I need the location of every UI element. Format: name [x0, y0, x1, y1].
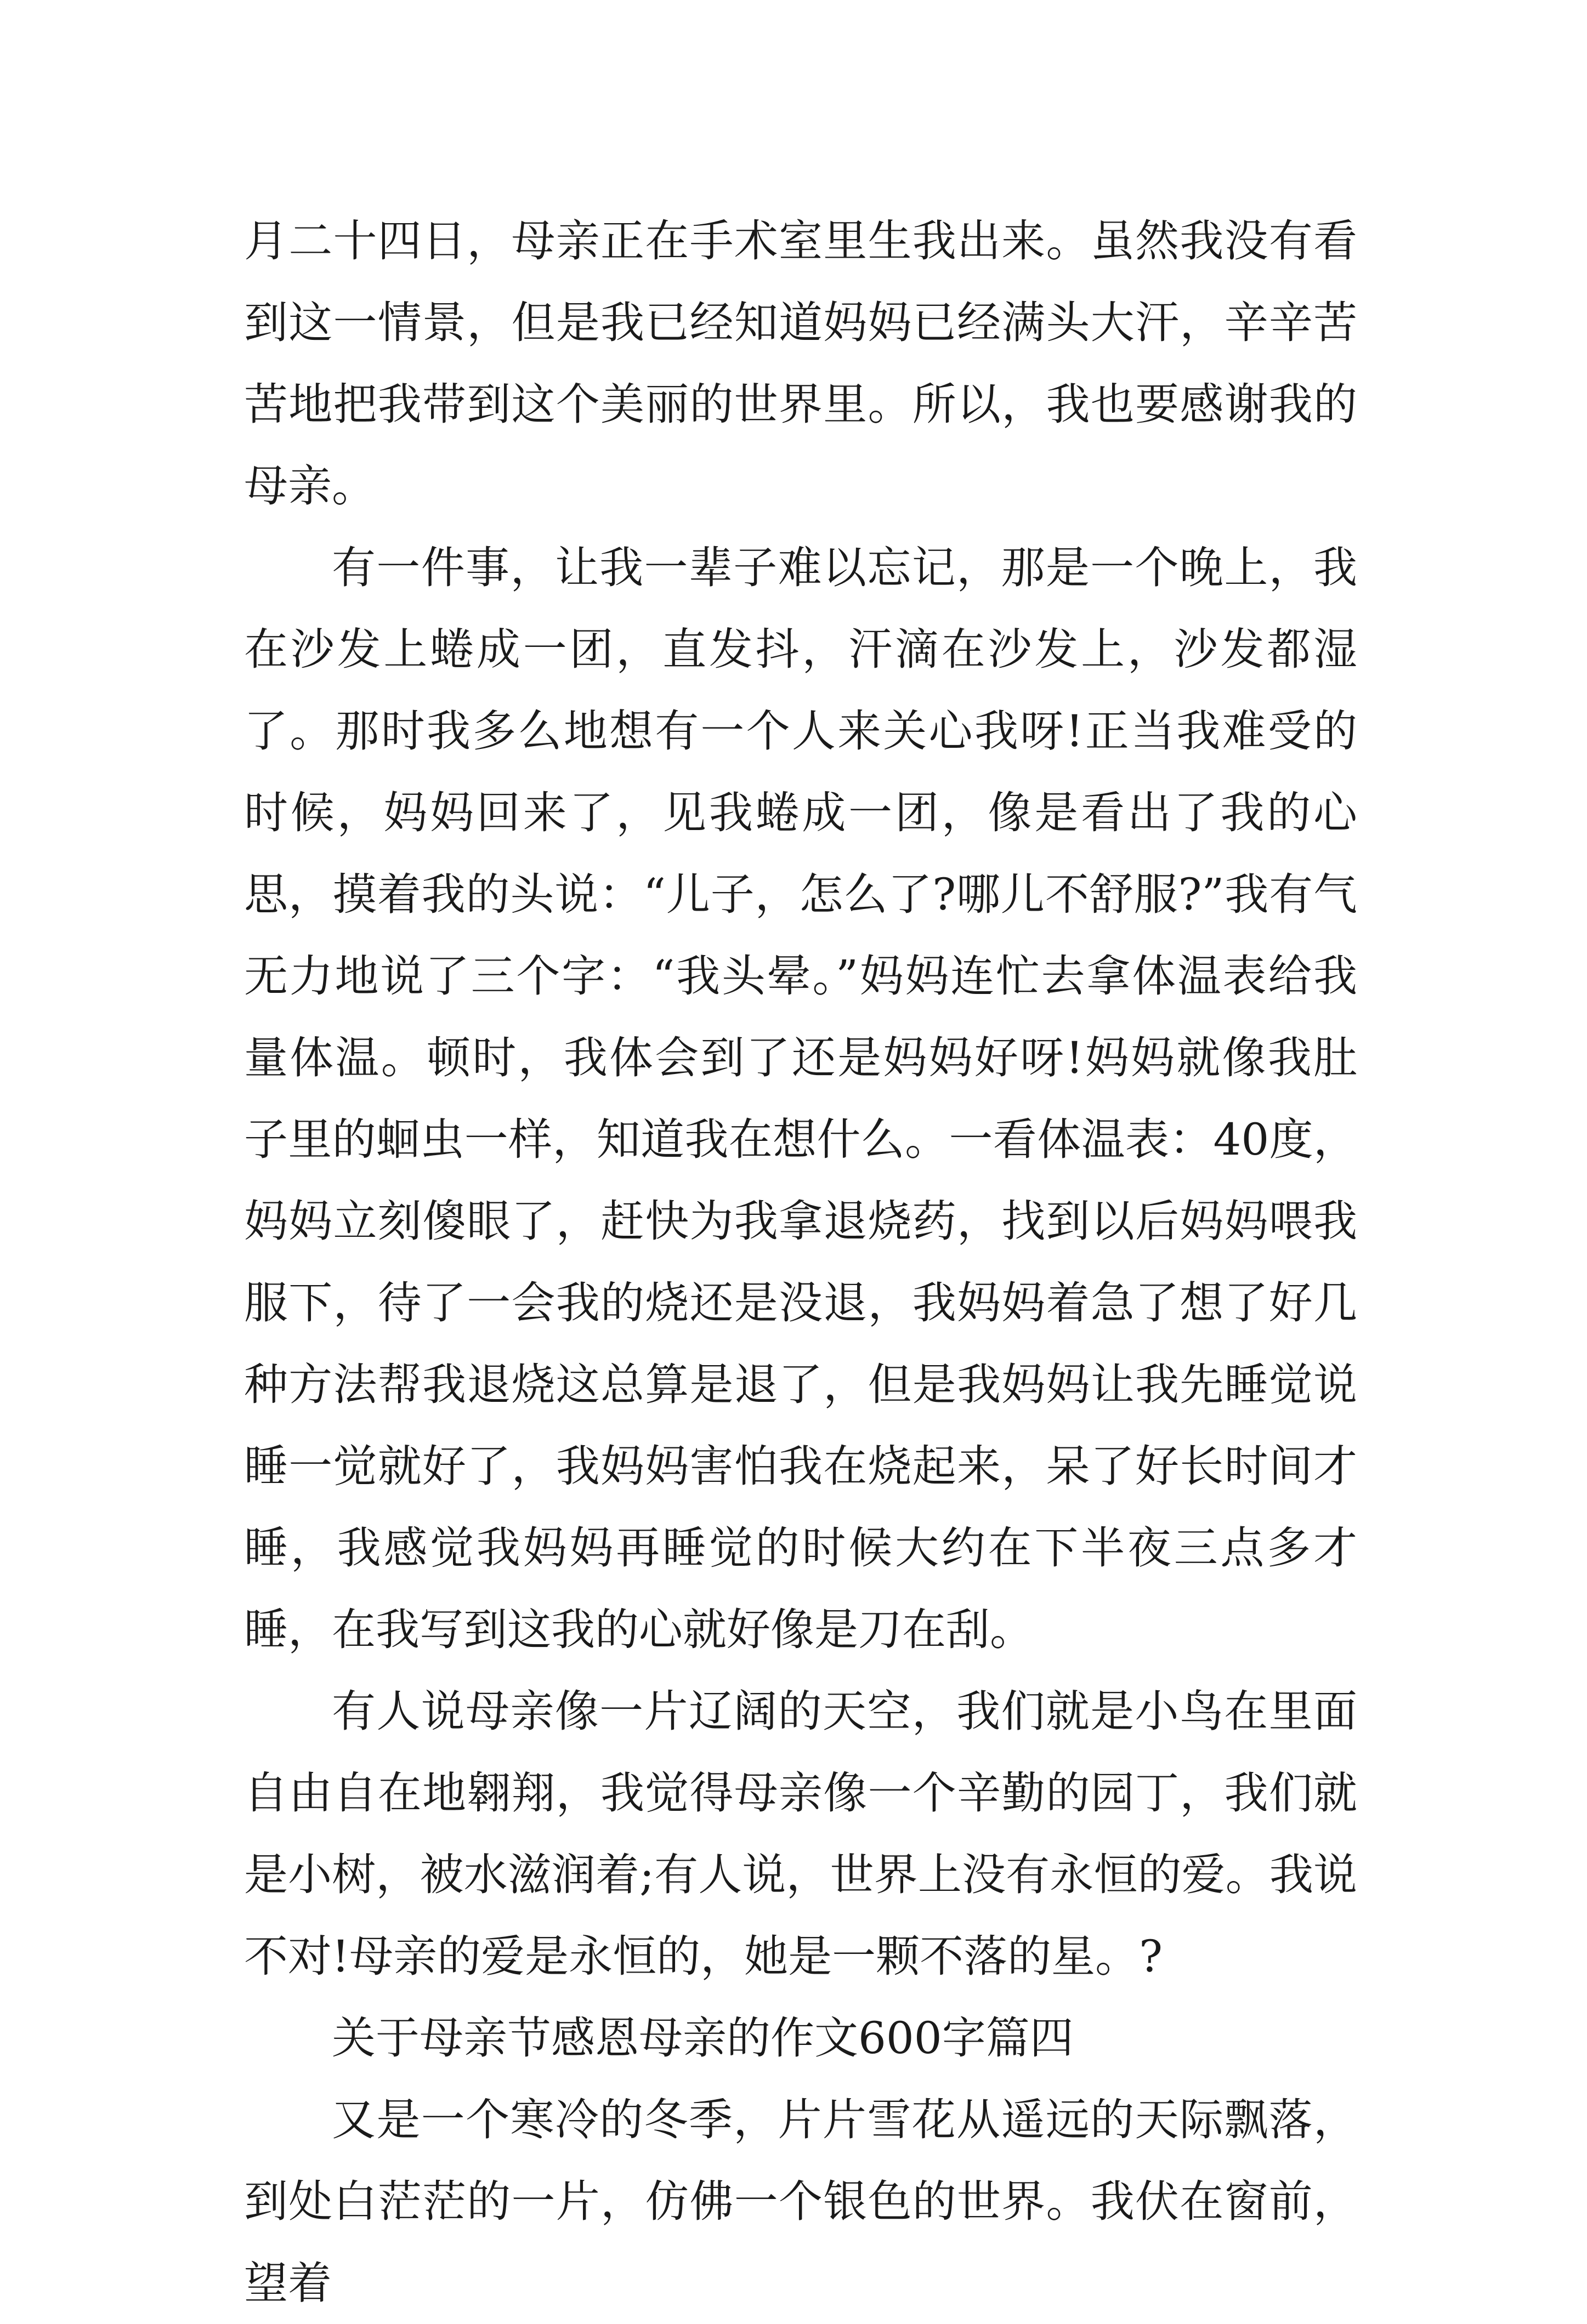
document-body — [244, 200, 1357, 2324]
paragraph-winter: 又是一个寒冷的冬季，片片雪花从遥远的天际飘落，到处白茫茫的一片，仿佛一个银色的世界。我伏在窗前，望着 — [244, 2094, 1357, 2309]
paragraph-mother-love: 有人说母亲像一片辽阔的天空，我们就是小鸟在里面自由自在地翱翔，我觉得母亲像一个辛勤的园丁，我们就是小树，被水滋润着;有人说，世界上没有永恒的爱。我说不对!母亲的爱是永恒的，她是一颗不落的星。? — [244, 1686, 1357, 1982]
section-heading: 关于母亲节感恩母亲的作文600字篇四 — [332, 2013, 1074, 2064]
paragraph-fever-story: 有一件事，让我一辈子难以忘记，那是一个晚上，我在沙发上蜷成一团，直发抖，汗滴在沙发上，沙发都湿了。那时我多么地想有一个人来关心我呀!正当我难受的时候，妈妈回来了，见我蜷成一团，像是看出了我的心思，摸着我的头说：“儿子，怎么了?哪儿不舒服?”我有气无力地说了三个字：“我头晕。”妈妈连忙去拿体温表给我量体温。顿时，我体会到了还是妈妈好呀!妈妈就像我肚子里的蛔虫一样，知道我在想什么。一看体温表：40度，妈妈立刻傻眼了，赶快为我拿退烧药，找到以后妈妈喂我服下，待了一会我的烧还是没退，我妈妈着急了想了好几种方法帮我退烧这总算是退了，但是我妈妈让我先睡觉说睡一觉就好了，我妈妈害怕我在烧起来，呆了好长时间才睡，我感觉我妈妈再睡觉的时候大约在下半夜三点多才睡，在我写到这我的心就好像是刀在刮。 — [244, 542, 1357, 1655]
paragraph-continuation: 月二十四日，母亲正在手术室里生我出来。虽然我没有看到这一情景，但是我已经知道妈妈已经满头大汗，辛辛苦苦地把我带到这个美丽的世界里。所以，我也要感谢我的母亲。 — [244, 215, 1357, 512]
